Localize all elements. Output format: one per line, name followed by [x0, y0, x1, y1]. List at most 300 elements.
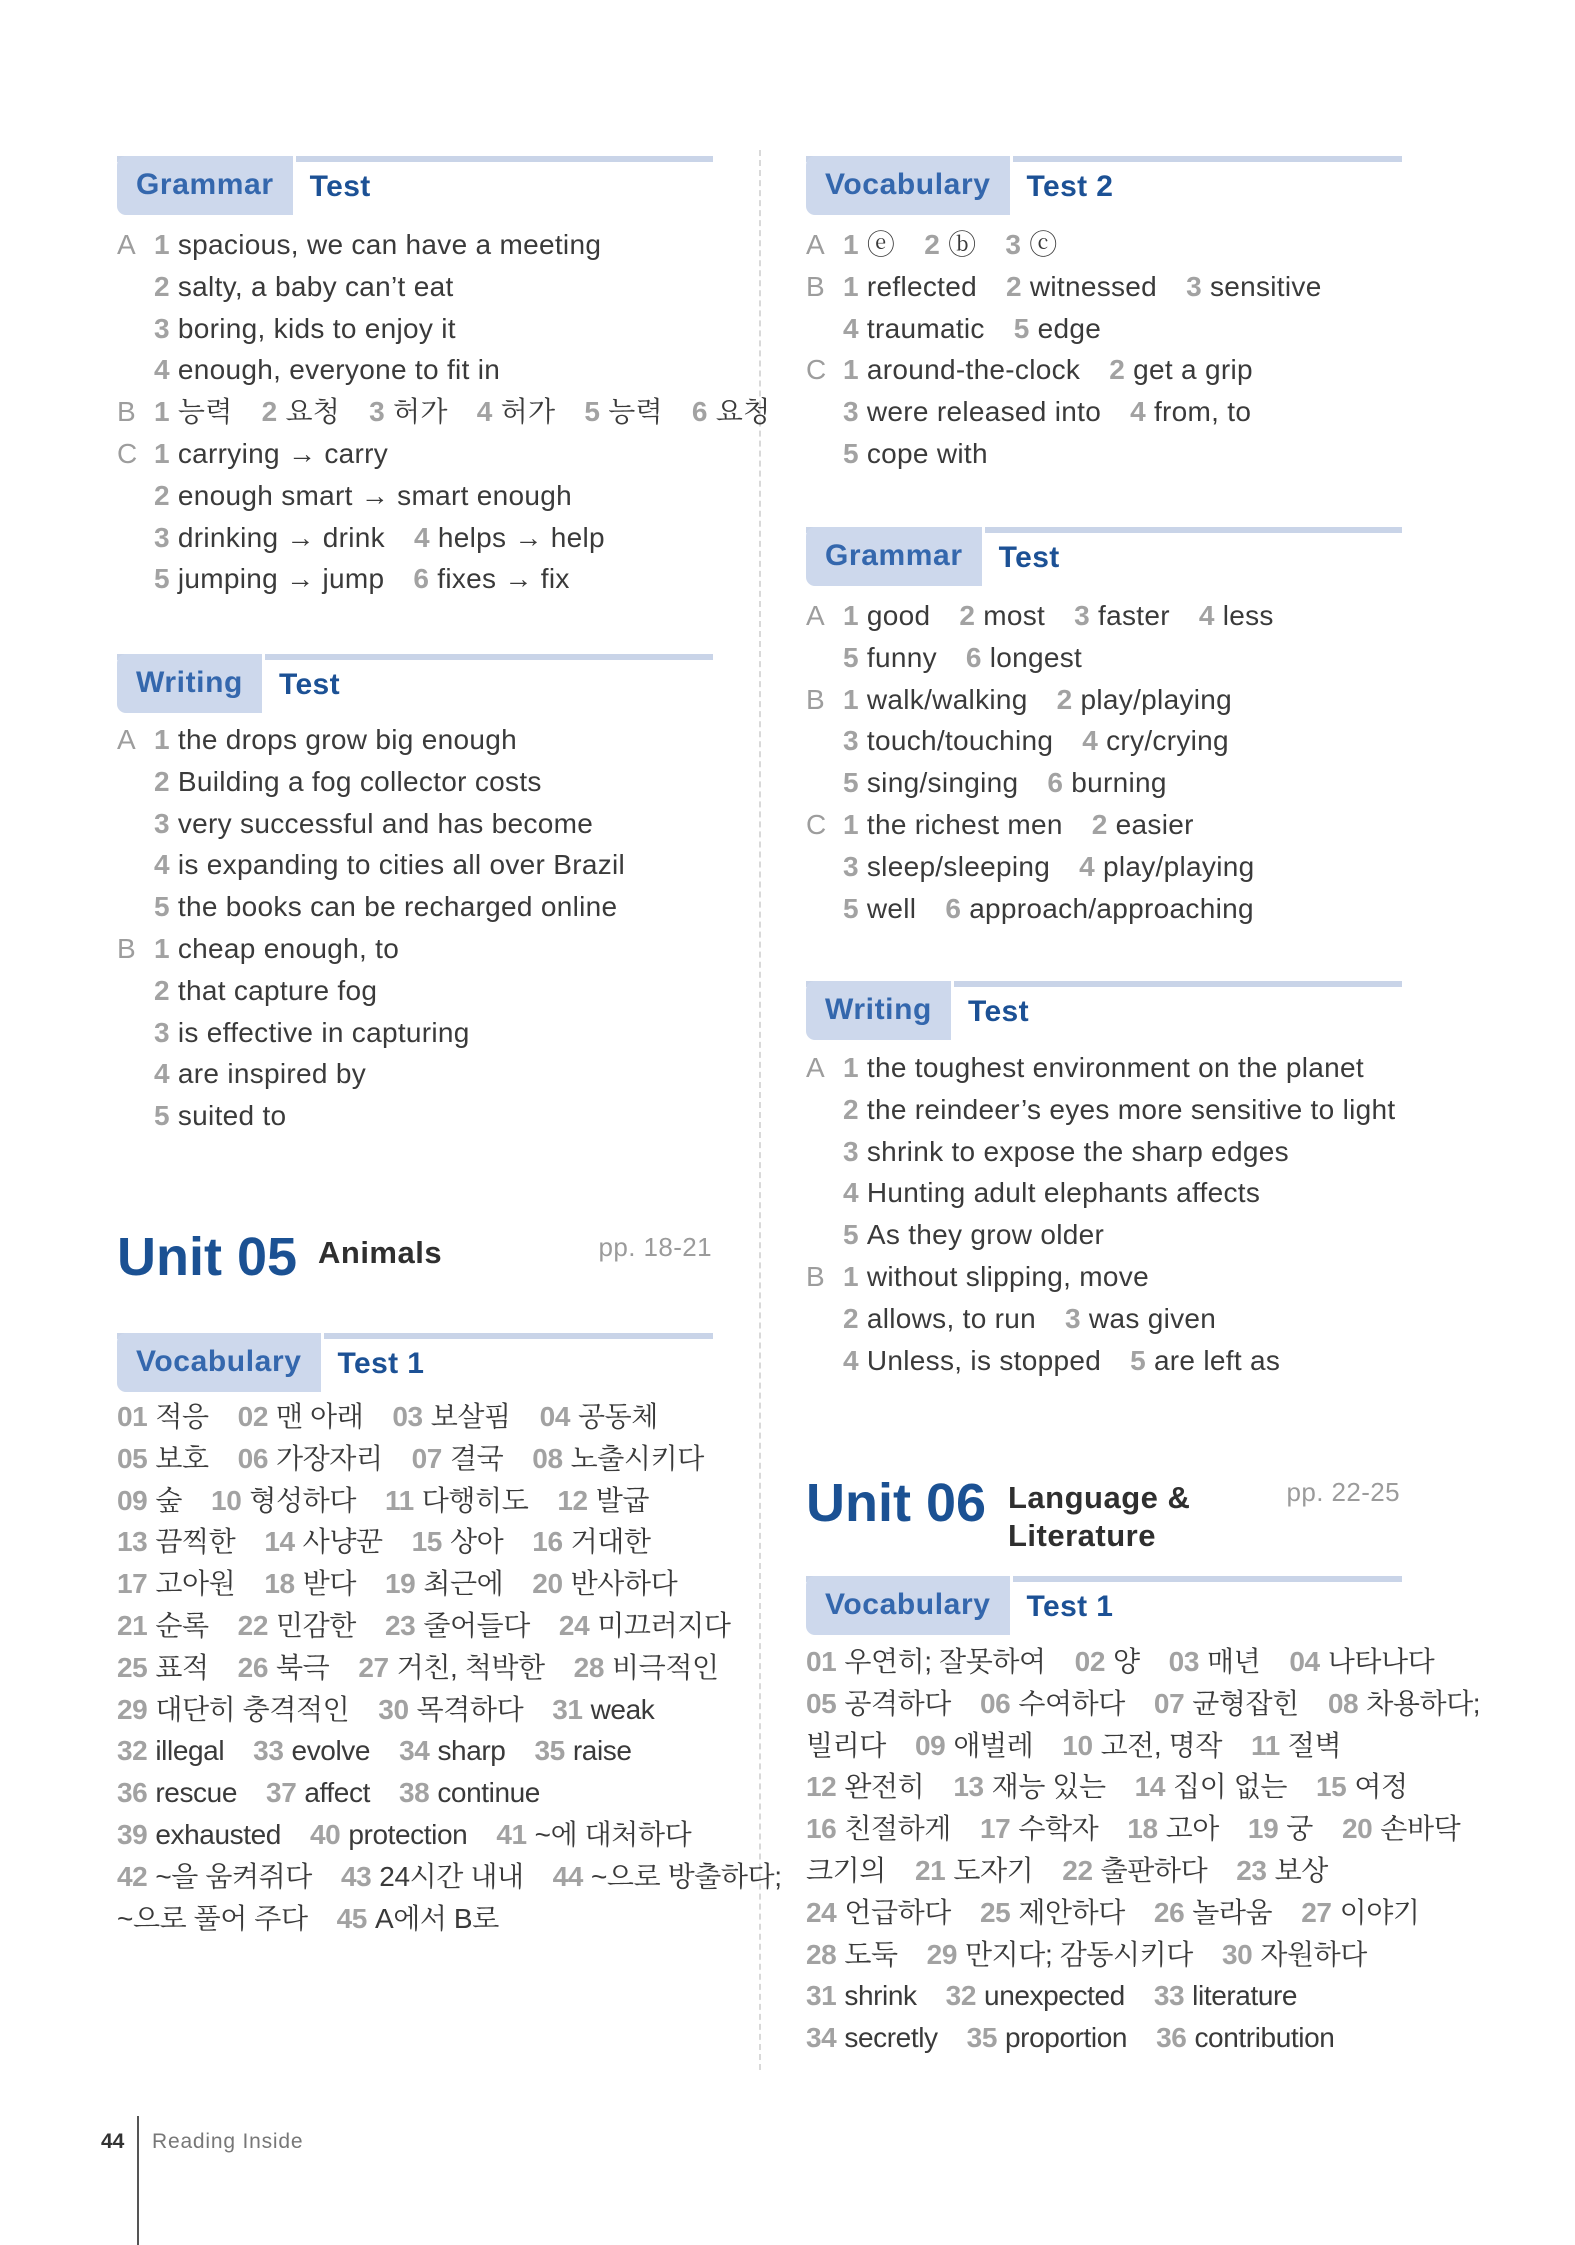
grammar-test-header — [117, 156, 713, 215]
answer-item — [1236, 1850, 1328, 1892]
item-number: 01 — [806, 1646, 837, 1677]
item-number: 07 — [411, 1442, 442, 1474]
item-number: 3 — [369, 396, 386, 428]
answer-item — [399, 1772, 540, 1814]
item-text: suited to — [177, 1100, 287, 1132]
item-text: helps → help — [437, 521, 605, 553]
answer-item — [946, 1975, 1125, 2017]
answer-line — [806, 266, 1351, 308]
answer-item — [385, 1480, 528, 1522]
answer-item — [358, 1647, 544, 1689]
item-text: 보상 — [1274, 1854, 1328, 1886]
answer-item — [980, 1892, 1125, 1934]
item-number: 32 — [117, 1735, 148, 1767]
item-text: 대단히 충격적인 — [155, 1693, 350, 1725]
answer-item — [1156, 2017, 1334, 2059]
item-number: 2 — [154, 765, 170, 797]
item-number: 2 — [1109, 354, 1126, 386]
answer-item — [117, 1438, 209, 1480]
answer-item — [477, 391, 556, 433]
answer-list — [806, 595, 1303, 929]
item-text: that capture fog — [177, 974, 378, 1006]
section-tab: Writing — [117, 654, 265, 713]
item-number: 27 — [1301, 1896, 1332, 1928]
item-text: 요청 — [715, 396, 771, 428]
answer-item — [1092, 804, 1194, 846]
answer-line — [806, 308, 1351, 350]
item-text: carrying → carry — [177, 437, 389, 469]
answer-item — [843, 637, 937, 679]
item-number: 5 — [584, 396, 601, 428]
item-text: 차용하다; — [1366, 1687, 1481, 1719]
item-text: spacious, we can have a meeting — [177, 229, 602, 260]
answer-item — [1062, 1725, 1222, 1767]
section-label: Test — [967, 995, 1030, 1028]
item-number: 09 — [914, 1729, 946, 1761]
answer-line — [117, 719, 654, 761]
item-number: 3 — [1005, 229, 1022, 260]
answer-item — [843, 349, 1080, 391]
answer-line — [117, 1438, 811, 1480]
item-text: 사냥꾼 — [302, 1526, 383, 1558]
item-number: 41 — [496, 1818, 527, 1850]
item-number: 24 — [806, 1896, 837, 1928]
item-number: 22 — [1062, 1854, 1093, 1886]
item-text: enough smart → smart enough — [177, 479, 572, 511]
item-number: 4 — [843, 312, 859, 344]
item-text: 거대한 — [570, 1526, 651, 1558]
answer-line — [117, 1053, 654, 1095]
item-number: 2 — [959, 600, 976, 631]
item-number: 28 — [573, 1651, 605, 1683]
item-text: Hunting adult elephants affects — [866, 1177, 1261, 1209]
item-number: 3 — [154, 312, 170, 344]
answer-item — [532, 1438, 704, 1480]
item-number: 1 — [843, 354, 859, 386]
answer-item — [843, 308, 985, 350]
answer-line — [806, 1683, 1509, 1725]
item-number: 18 — [264, 1568, 295, 1600]
item-text: play/playing — [1080, 683, 1233, 715]
item-text: literature — [1192, 1980, 1298, 2012]
item-number: 27 — [358, 1651, 389, 1683]
answer-item — [532, 1563, 677, 1605]
answer-line — [806, 391, 1351, 433]
item-text: 발굽 — [595, 1484, 650, 1516]
answer-item — [557, 1480, 649, 1522]
item-text: ~으로 풀어 주다 — [117, 1902, 308, 1934]
item-text: witnessed — [1029, 270, 1158, 302]
item-number: 3 — [154, 807, 170, 839]
answer-item — [1169, 1641, 1261, 1683]
answer-item — [117, 1898, 308, 1940]
answer-item — [117, 1689, 349, 1731]
item-text: 맨 아래 — [276, 1401, 364, 1432]
item-number: 16 — [532, 1526, 563, 1558]
answer-item — [253, 1730, 370, 1772]
vocabulary-test-header — [806, 156, 1402, 215]
unit-subtitle — [1008, 1479, 1190, 1555]
answer-item — [980, 1808, 1098, 1850]
item-number: 04 — [1289, 1646, 1320, 1677]
item-text: walk/walking — [866, 683, 1028, 715]
answer-line — [117, 1898, 811, 1940]
item-text: ⓒ — [1029, 229, 1058, 260]
answer-line — [117, 1396, 811, 1438]
answer-item — [843, 1298, 1036, 1340]
item-number: 02 — [237, 1401, 269, 1432]
item-number: 04 — [539, 1401, 571, 1432]
item-text: A에서 B로 — [374, 1902, 499, 1934]
item-text: were released into — [866, 396, 1102, 428]
item-number: 24 — [558, 1609, 590, 1641]
answer-line — [806, 1892, 1509, 1934]
item-number: 07 — [1153, 1687, 1185, 1719]
part-letter: B — [806, 1260, 825, 1292]
item-text: the books can be recharged online — [177, 891, 618, 923]
item-text: contribution — [1194, 2022, 1335, 2054]
answer-item — [843, 391, 1101, 433]
item-text: enough, everyone to fit in — [177, 354, 501, 386]
answer-item — [117, 1730, 224, 1772]
item-text: 허가 — [393, 396, 448, 428]
answer-item — [154, 719, 517, 761]
part-letter: A — [806, 1052, 825, 1083]
answer-item — [337, 1898, 499, 1940]
answer-item — [154, 928, 399, 970]
answer-item — [843, 1047, 1364, 1089]
item-number: 12 — [557, 1484, 588, 1516]
section-tab: Grammar — [117, 156, 296, 215]
answer-item — [1057, 679, 1232, 721]
item-number: 40 — [309, 1818, 341, 1850]
item-text: well — [866, 892, 917, 924]
unit-page-range: pp. 18-21 — [598, 1232, 712, 1262]
answer-item — [1127, 1808, 1219, 1850]
item-number: 03 — [1168, 1646, 1200, 1677]
answer-item — [1082, 720, 1229, 762]
item-text: secretly — [844, 2022, 938, 2054]
page-number: 44 — [101, 2130, 125, 2153]
item-number: 6 — [1047, 767, 1064, 799]
item-text: exhausted — [155, 1818, 281, 1850]
item-number: 17 — [117, 1568, 148, 1600]
answer-line — [806, 1975, 1509, 2017]
item-text: 도둑 — [844, 1938, 898, 1970]
answer-line — [806, 349, 1351, 391]
item-number: 1 — [843, 683, 859, 715]
item-number: 6 — [965, 641, 982, 673]
answer-line — [117, 1012, 654, 1054]
item-text: 능력 — [177, 396, 233, 428]
part-letter: B — [117, 932, 136, 964]
item-number: 2 — [154, 479, 170, 511]
answer-item — [117, 1814, 281, 1856]
section-label: Test — [309, 170, 371, 203]
item-number: 15 — [1316, 1771, 1347, 1803]
item-number: 19 — [1247, 1813, 1279, 1845]
item-text: the reindeer’s eyes more sensitive to light — [866, 1093, 1396, 1125]
item-text: 상아 — [449, 1526, 504, 1558]
answer-item — [806, 1975, 917, 2017]
item-number: 5 — [154, 563, 170, 595]
item-text: evolve — [291, 1735, 371, 1767]
item-number: 21 — [914, 1854, 946, 1886]
item-number: 14 — [264, 1526, 295, 1558]
grammar-test-header — [806, 527, 1402, 586]
section-label: Test — [278, 668, 341, 701]
item-text: funny — [866, 641, 937, 673]
answer-line — [117, 475, 799, 517]
answer-line — [806, 2017, 1509, 2059]
answer-item — [154, 1095, 286, 1137]
vocabulary-test-header — [806, 1576, 1402, 1635]
answer-line — [806, 1298, 1424, 1340]
answer-item — [843, 1256, 1149, 1298]
item-text: As they grow older — [866, 1219, 1105, 1251]
answer-item — [1006, 266, 1157, 308]
answer-line — [806, 1850, 1509, 1892]
item-text: 줄어들다 — [423, 1609, 530, 1641]
item-number: 45 — [336, 1902, 367, 1934]
answer-line — [806, 1725, 1509, 1767]
answer-line — [117, 1689, 811, 1731]
item-number: 1 — [843, 1260, 859, 1292]
item-number: 5 — [843, 892, 859, 924]
item-number: 4 — [843, 1177, 859, 1209]
answer-line — [117, 224, 799, 266]
answer-list — [806, 224, 1351, 475]
item-text: 받다 — [302, 1568, 356, 1600]
item-text: 도자기 — [953, 1854, 1034, 1886]
answer-item — [1074, 595, 1170, 637]
item-text: 고아 — [1165, 1813, 1219, 1845]
answer-item — [238, 1647, 330, 1689]
answer-line — [806, 1131, 1424, 1173]
item-text: 놀라움 — [1192, 1896, 1273, 1928]
item-text: 출판하다 — [1100, 1854, 1208, 1886]
answer-item — [1154, 1892, 1272, 1934]
section-label: Test 1 — [1026, 1590, 1114, 1623]
item-text: 언급하다 — [844, 1896, 951, 1928]
answer-item — [341, 1856, 524, 1898]
answer-line — [117, 928, 654, 970]
answer-list — [806, 1047, 1424, 1381]
item-text: shrink to expose the sharp edges — [866, 1135, 1289, 1167]
answer-item — [843, 846, 1050, 888]
answer-item — [1014, 308, 1101, 350]
item-number: 2 — [154, 974, 170, 1006]
answer-item — [1075, 1641, 1140, 1683]
answer-item — [238, 1605, 356, 1647]
answer-line — [117, 1647, 811, 1689]
item-text: 공동체 — [578, 1401, 658, 1432]
item-number: 6 — [691, 396, 708, 428]
answer-line — [117, 1480, 811, 1522]
item-number: 2 — [1091, 808, 1108, 840]
item-text: protection — [348, 1818, 468, 1850]
answer-item — [1251, 1725, 1341, 1767]
item-number: 14 — [1134, 1771, 1166, 1803]
item-text: fixes → fix — [437, 563, 570, 595]
answer-line — [117, 886, 654, 928]
item-number: 13 — [953, 1771, 984, 1803]
item-number: 18 — [1127, 1813, 1158, 1845]
answer-item — [154, 349, 500, 391]
item-number: 33 — [253, 1735, 284, 1767]
item-text: unexpected — [984, 1980, 1125, 2012]
item-text: 고아원 — [155, 1568, 236, 1600]
item-text: Building a fog collector costs — [177, 765, 542, 797]
answer-item — [553, 1856, 782, 1898]
answer-item — [806, 1641, 1046, 1683]
answer-item — [264, 1563, 356, 1605]
answer-item — [843, 433, 988, 475]
item-number: 1 — [843, 229, 859, 260]
section-label: Test 1 — [337, 1347, 425, 1380]
answer-line — [117, 517, 799, 559]
answer-item — [154, 1012, 470, 1054]
item-text: 결국 — [449, 1442, 504, 1474]
item-text: 크기의 — [806, 1854, 886, 1886]
item-number: 1 — [843, 270, 859, 302]
item-text: around-the-clock — [866, 354, 1081, 386]
item-number: 3 — [843, 725, 859, 757]
item-text: sensitive — [1209, 270, 1322, 302]
item-number: 21 — [117, 1609, 148, 1641]
answer-item — [1005, 224, 1057, 266]
item-text: burning — [1071, 767, 1167, 799]
item-text: 이야기 — [1339, 1896, 1420, 1928]
item-text: 나타나다 — [1327, 1646, 1435, 1677]
item-number: 03 — [392, 1401, 423, 1432]
item-number: 3 — [843, 396, 859, 428]
answer-item — [496, 1814, 691, 1856]
item-number: 36 — [117, 1777, 148, 1809]
item-number: 1 — [154, 229, 170, 260]
item-number: 6 — [945, 892, 962, 924]
answer-item — [980, 1683, 1125, 1725]
answer-item — [915, 1725, 1033, 1767]
item-text: 균형잡힌 — [1192, 1687, 1299, 1719]
answer-line — [117, 803, 654, 845]
answer-item — [843, 679, 1028, 721]
item-number: 3 — [843, 1135, 859, 1167]
item-text: longest — [989, 641, 1083, 673]
item-text: drinking → drink — [177, 521, 385, 553]
item-text: play/playing — [1102, 850, 1255, 882]
item-text: 민감한 — [276, 1609, 356, 1641]
answer-item — [540, 1396, 658, 1438]
answer-item — [154, 1053, 366, 1095]
part-letter: A — [806, 600, 825, 631]
item-text: is effective in capturing — [177, 1016, 470, 1048]
item-text: 궁 — [1286, 1813, 1313, 1845]
item-text: 집이 없는 — [1173, 1771, 1287, 1803]
item-number: 33 — [1153, 1980, 1185, 2012]
item-number: 4 — [154, 1058, 170, 1090]
item-text: continue — [437, 1777, 540, 1809]
answer-item — [117, 1521, 235, 1563]
answer-item — [310, 1814, 467, 1856]
answer-item — [927, 1934, 1193, 1976]
item-number: 2 — [843, 1302, 859, 1334]
answer-item — [843, 720, 1053, 762]
item-number: 4 — [843, 1344, 859, 1376]
unit-subtitle-line-2: Literature — [1008, 1518, 1156, 1553]
item-number: 44 — [552, 1860, 583, 1892]
answer-item — [154, 517, 385, 559]
item-number: 20 — [1341, 1813, 1373, 1845]
item-text: 24시간 내내 — [379, 1860, 524, 1892]
answer-line — [806, 846, 1303, 888]
item-text: 거친, 척박한 — [396, 1651, 545, 1683]
item-number: 11 — [1250, 1729, 1280, 1761]
item-text: cry/crying — [1106, 725, 1229, 757]
answer-item — [843, 1172, 1260, 1214]
answer-item — [1154, 1975, 1297, 2017]
item-text: edge — [1037, 312, 1102, 344]
writing-test-header — [117, 654, 713, 713]
answer-item — [154, 266, 454, 308]
section-tab: Vocabulary — [806, 156, 1013, 215]
item-text: boring, kids to enjoy it — [177, 312, 456, 344]
item-text: 숲 — [155, 1484, 183, 1516]
item-text: 보호 — [155, 1442, 209, 1474]
answer-item — [1199, 595, 1274, 637]
item-text: 적응 — [155, 1401, 209, 1432]
answer-line — [117, 1814, 811, 1856]
item-number: 05 — [806, 1687, 837, 1719]
answer-item — [1248, 1808, 1313, 1850]
item-number: 2 — [1056, 683, 1073, 715]
item-text: less — [1222, 600, 1274, 631]
item-number: 09 — [117, 1484, 148, 1516]
answer-item — [392, 1396, 510, 1438]
item-text: is expanding to cities all over Brazil — [177, 849, 626, 881]
item-number: 3 — [154, 1016, 170, 1048]
answer-item — [154, 391, 233, 433]
part-letter: B — [806, 270, 825, 302]
item-number: 1 — [843, 1052, 859, 1083]
answer-item — [1222, 1934, 1367, 1976]
item-number: 08 — [1327, 1687, 1359, 1719]
item-text: 여정 — [1354, 1771, 1408, 1803]
item-number: 16 — [806, 1813, 837, 1845]
answer-line — [117, 433, 799, 475]
answer-item — [1135, 1766, 1287, 1808]
item-number: 36 — [1156, 2022, 1187, 2054]
section-tab: Vocabulary — [806, 1576, 1013, 1635]
item-number: 5 — [1013, 312, 1030, 344]
item-number: 28 — [806, 1938, 837, 1970]
item-number: 2 — [924, 229, 941, 260]
item-text: rescue — [155, 1777, 238, 1809]
part-letter: B — [117, 396, 136, 428]
answer-line — [117, 308, 799, 350]
section-tab: Writing — [806, 981, 954, 1040]
item-text: 빌리다 — [806, 1729, 886, 1761]
answer-item — [953, 1766, 1105, 1808]
answer-item — [806, 1766, 924, 1808]
part-letter: A — [806, 229, 825, 260]
answer-item — [945, 888, 1254, 930]
item-text: 절벽 — [1287, 1729, 1342, 1761]
answer-line — [806, 637, 1303, 679]
item-text: ~에 대처하다 — [534, 1818, 692, 1850]
unit-title: Unit 06 — [806, 1473, 987, 1533]
item-text: was given — [1088, 1302, 1217, 1334]
